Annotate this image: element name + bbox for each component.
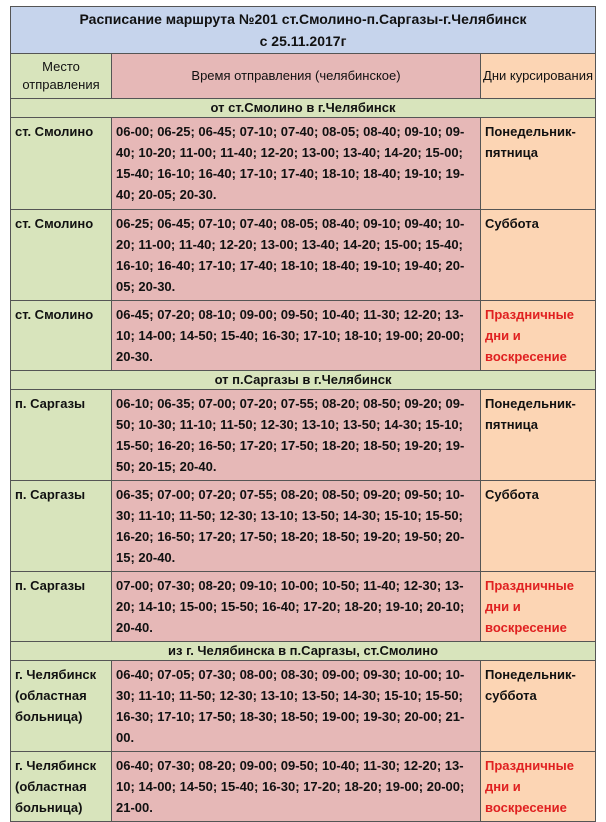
header-days: Дни курсирования: [481, 54, 596, 99]
departure-times: 06-45; 07-20; 08-10; 09-00; 09-50; 10-40; 11-30; 12-20; 13-10; 14-00; 14-50; 15-40; 16-30; 17-10; 18-10; 19-00; 20-00; 20-30.: [112, 301, 481, 371]
section-heading: от ст.Смолино в г.Челябинск: [11, 99, 596, 118]
section-heading: из г. Челябинска в п.Саргазы, ст.Смолино: [11, 642, 596, 661]
header-place: Место отправления: [11, 54, 112, 99]
operating-days: Праздничные дни и воскресение: [481, 752, 596, 822]
operating-days: Суббота: [481, 210, 596, 301]
departure-times: 06-00; 06-25; 06-45; 07-10; 07-40; 08-05; 08-40; 09-10; 09-40; 10-20; 11-00; 11-40; 12-20; 13-00; 13-40; 14-20; 15-00; 15-40; 16-10; 16-40; 17-10; 17-40; 18-10; 18-40; 19-10; 19-40; 20-05; 20-30.: [112, 118, 481, 210]
schedule-row: [11, 301, 596, 371]
schedule-table: [10, 6, 596, 822]
schedule-row: [11, 118, 596, 210]
departure-place: п. Саргазы: [11, 572, 112, 642]
schedule-row: [11, 390, 596, 481]
departure-times: 06-40; 07-05; 07-30; 08-00; 08-30; 09-00; 09-30; 10-00; 10-30; 11-10; 11-50; 12-30; 13-10; 13-50; 14-30; 15-10; 15-50; 16-30; 17-10; 17-50; 18-30; 18-50; 19-00; 19-30; 20-00; 21-00.: [112, 661, 481, 752]
departure-place: г. Челябинск (областная больница): [11, 752, 112, 822]
departure-times: 07-00; 07-30; 08-20; 09-10; 10-00; 10-50; 11-40; 12-30; 13-20; 14-10; 15-00; 15-50; 16-40; 17-20; 18-20; 19-10; 20-10; 20-40.: [112, 572, 481, 642]
schedule-row: [11, 661, 596, 752]
operating-days: Понедельник-пятница: [481, 390, 596, 481]
departure-times: 06-35; 07-00; 07-20; 07-55; 08-20; 08-50; 09-20; 09-50; 10-30; 11-10; 11-50; 12-30; 13-10; 13-50; 14-30; 15-10; 15-50; 16-20; 16-50; 17-20; 17-50; 18-20; 18-50; 19-20; 19-50; 20-15; 20-40.: [112, 481, 481, 572]
departure-place: ст. Смолино: [11, 301, 112, 371]
operating-days: Праздничные дни и воскресение: [481, 301, 596, 371]
departure-place: п. Саргазы: [11, 481, 112, 572]
operating-days: Праздничные дни и воскресение: [481, 572, 596, 642]
schedule-document: [10, 6, 596, 822]
operating-days: Суббота: [481, 481, 596, 572]
operating-days: Понедельник-пятница: [481, 118, 596, 210]
departure-place: г. Челябинск (областная больница): [11, 661, 112, 752]
departure-times: 06-25; 06-45; 07-10; 07-40; 08-05; 08-40; 09-10; 09-40; 10-20; 11-00; 11-40; 12-20; 13-00; 13-40; 14-20; 15-00; 15-40; 16-10; 16-40; 17-10; 17-40; 18-10; 18-40; 19-10; 19-40; 20-05; 20-30.: [112, 210, 481, 301]
schedule-row: [11, 481, 596, 572]
column-header-row: [11, 54, 596, 99]
departure-times: 06-40; 07-30; 08-20; 09-00; 09-50; 10-40; 11-30; 12-20; 13-10; 14-00; 14-50; 15-40; 16-30; 17-20; 18-20; 19-00; 20-00; 21-00.: [112, 752, 481, 822]
section-heading-row: [11, 642, 596, 661]
section-heading-row: [11, 371, 596, 390]
title-line-1: Расписание маршрута №201 ст.Смолино-п.Саргазы-г.Челябинск: [79, 11, 527, 27]
departure-times: 06-10; 06-35; 07-00; 07-20; 07-55; 08-20; 08-50; 09-20; 09-50; 10-30; 11-10; 11-50; 12-30; 13-10; 13-50; 14-30; 15-10; 15-50; 16-20; 16-50; 17-20; 17-50; 18-20; 18-50; 19-20; 19-50; 20-15; 20-40.: [112, 390, 481, 481]
schedule-row: [11, 210, 596, 301]
title-line-2: с 25.11.2017г: [259, 33, 347, 49]
section-heading-row: [11, 99, 596, 118]
operating-days: Понедельник-суббота: [481, 661, 596, 752]
schedule-row: [11, 572, 596, 642]
schedule-row: [11, 752, 596, 822]
section-heading: от п.Саргазы в г.Челябинск: [11, 371, 596, 390]
departure-place: ст. Смолино: [11, 118, 112, 210]
departure-place: ст. Смолино: [11, 210, 112, 301]
schedule-title: [11, 7, 596, 54]
header-time: Время отправления (челябинское): [112, 54, 481, 99]
departure-place: п. Саргазы: [11, 390, 112, 481]
